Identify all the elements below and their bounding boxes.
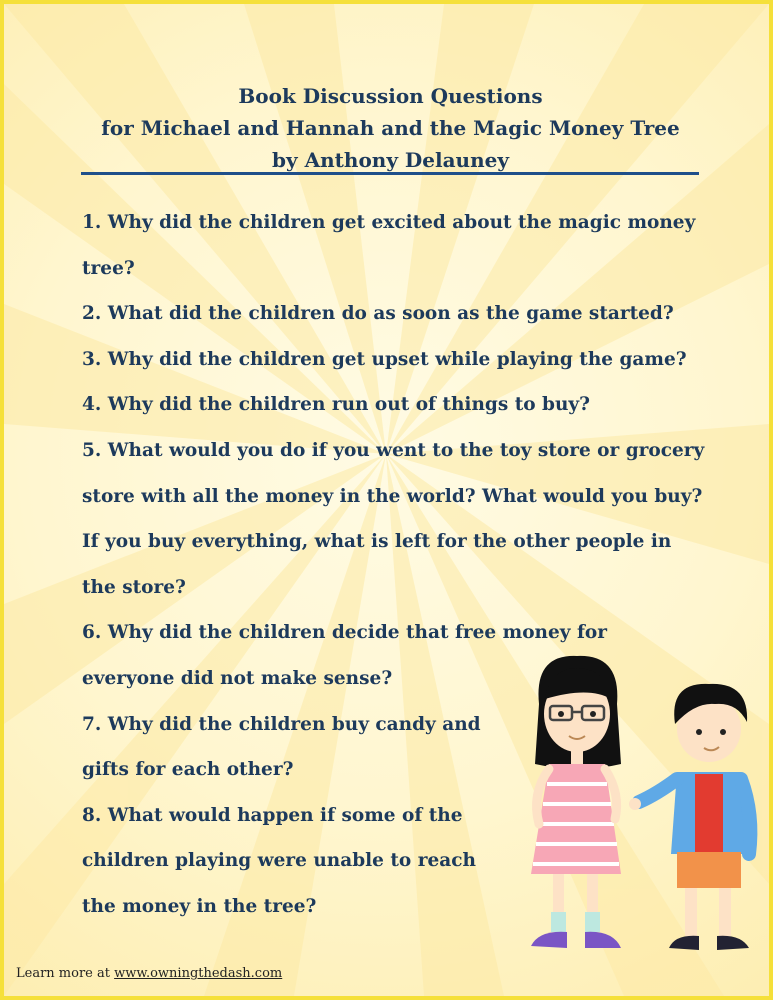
- question-item: 4. Why did the children run out of things to buy?: [82, 394, 591, 416]
- footer: [16, 966, 282, 981]
- website-link[interactable]: www.owningthedash.com: [114, 966, 283, 981]
- two-children-illustration: [509, 644, 769, 974]
- document-header: [82, 80, 699, 176]
- question-item: 1. Why did the children get excited about the magic money tree?: [82, 212, 696, 279]
- boy-figure: [629, 684, 750, 950]
- header-author: by Anthony Delauney: [272, 148, 509, 172]
- question-item: 3. Why did the children get upset while playing the game?: [82, 348, 687, 370]
- header-divider: [81, 172, 699, 175]
- question-item: 8. What would happen if some of the children playing were unable to reach the money in the tree?: [82, 804, 476, 917]
- girl-figure: [531, 656, 621, 948]
- question-item: 5. What would you do if you went to the toy store or grocery store with all the money in the world? What would you buy? If you buy everything, what is left for the other people in the store?: [82, 439, 705, 598]
- footer-prefix: Learn more at: [16, 966, 115, 981]
- header-book-title: for Michael and Hannah and the Magic Money Tree: [101, 116, 680, 140]
- question-item: 6. Why did the children decide that free money for everyone did not make sense?: [82, 622, 608, 689]
- question-item: 2. What did the children do as soon as the game started?: [82, 303, 674, 325]
- header-title: Book Discussion Questions: [238, 84, 543, 108]
- question-item: 7. Why did the children buy candy and gifts for each other?: [82, 713, 481, 781]
